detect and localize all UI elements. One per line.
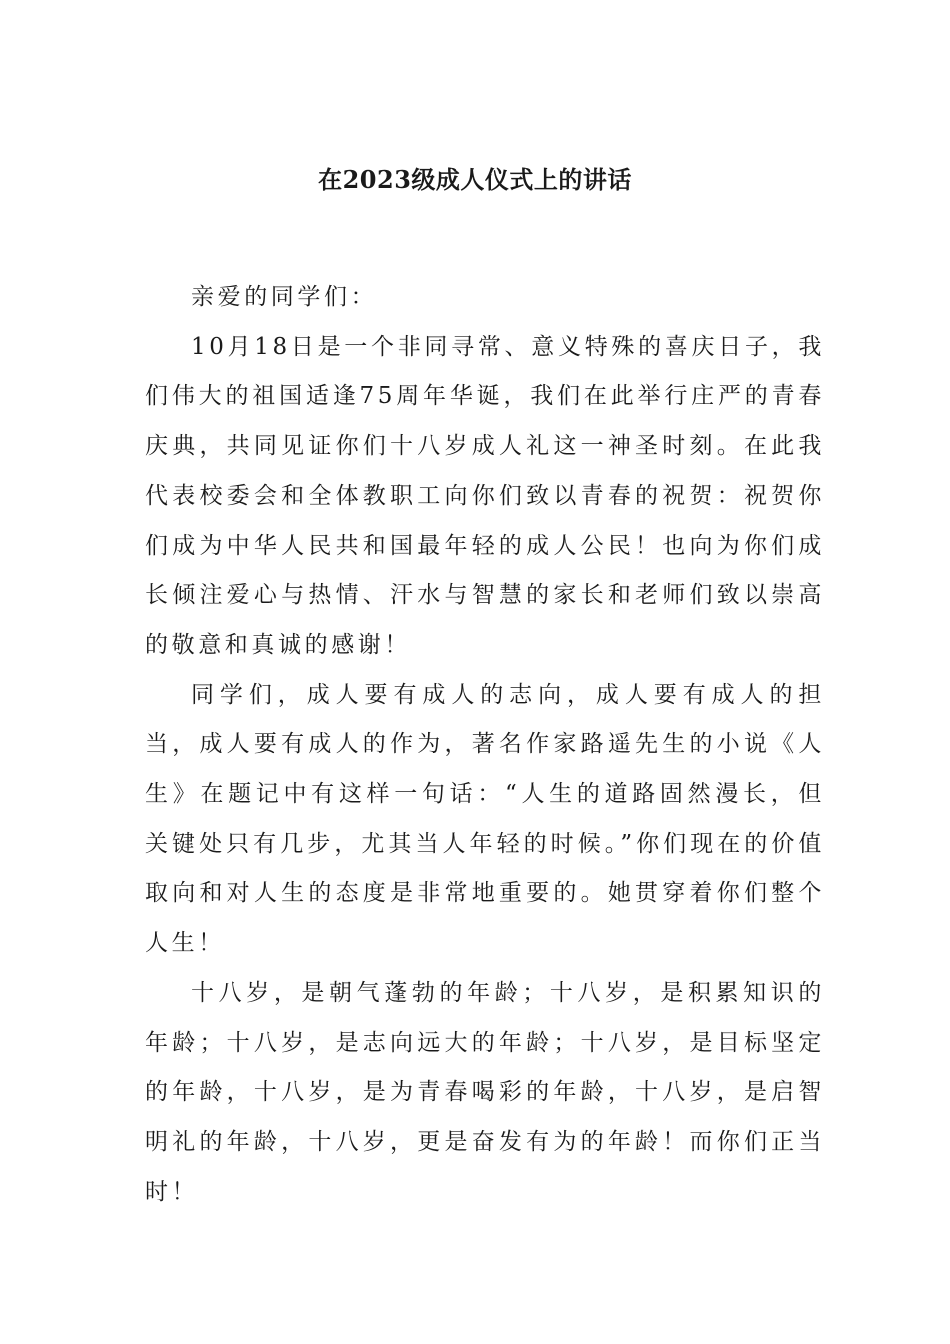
document-title: 在2023级成人仪式上的讲话 bbox=[318, 165, 632, 194]
document-body bbox=[145, 273, 825, 1217]
paragraph-salutation: 亲爱的同学们： bbox=[191, 284, 378, 310]
paragraph-3: 十八岁，是朝气蓬勃的年龄；十八岁，是积累知识的年龄；十八岁，是志向远大的年龄；十八岁，是目标坚定的年龄，十八岁，是为青春喝彩的年龄，十八岁，是启智明礼的年龄，十八岁，更是奋发有为的年龄！而你们正当时！ bbox=[145, 979, 825, 1205]
paragraph-1: 10月18日是一个非同寻常、意义特殊的喜庆日子，我们伟大的祖国适逢75周年华诞，我们在此举行庄严的青春庆典，共同见证你们十八岁成人礼这一神圣时刻。在此我代表校委会和全体教职工向你们致以青春的祝贺：祝贺你们成为中华人民共和国最年轻的成人公民！也向为你们成长倾注爱心与热情、汗水与智慧的家长和老师们致以崇高的敬意和真诚的感谢！ bbox=[145, 333, 825, 658]
paragraph-2: 同学们，成人要有成人的志向，成人要有成人的担当，成人要有成人的作为，著名作家路遥先生的小说《人生》在题记中有这样一句话：“人生的道路固然漫长，但关键处只有几步，尤其当人年轻的时候。”你们现在的价值取向和对人生的态度是非常地重要的。她贯穿着你们整个人生！ bbox=[145, 681, 825, 957]
